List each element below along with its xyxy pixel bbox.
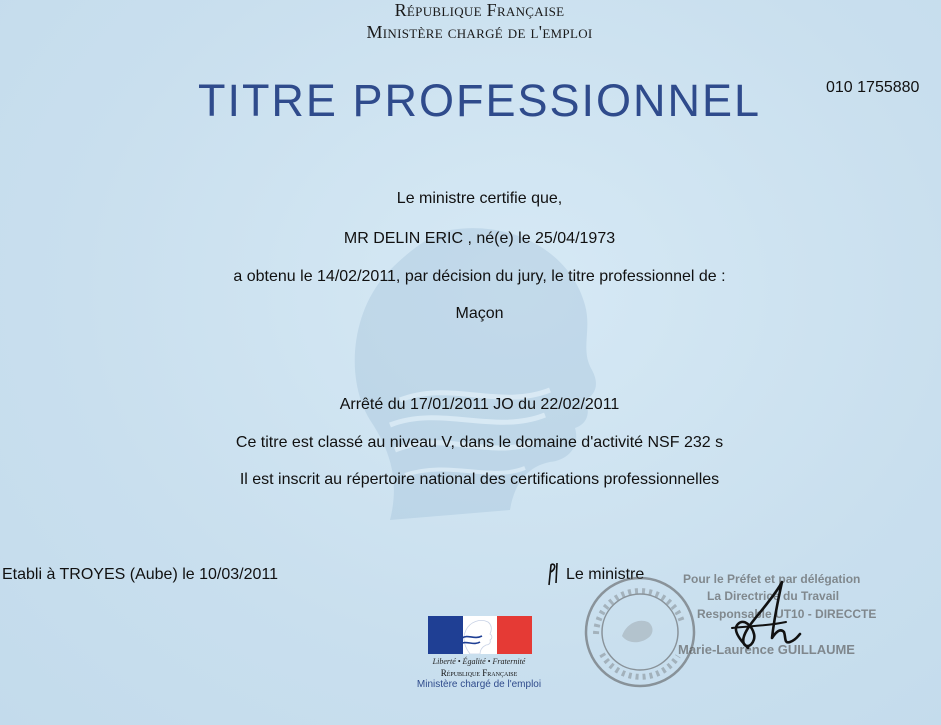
marianne-watermark-icon bbox=[330, 210, 630, 540]
issue-location-date: Etabli à TROYES (Aube) le 10/03/2011 bbox=[2, 566, 279, 583]
obtained-line: a obtenu le 14/02/2011, par décision du jury, le titre professionnel de : bbox=[233, 268, 726, 285]
stamp-line-2: La Directrice du Travail bbox=[707, 589, 840, 603]
handwritten-signature-icon bbox=[718, 570, 808, 660]
holder-line: MR DELIN ERIC , né(e) le 25/04/1973 bbox=[343, 230, 616, 247]
minister-label: Le ministre bbox=[566, 566, 645, 583]
level-line: Ce titre est classé au niveau V, dans le domaine d'activité NSF 232 s bbox=[235, 434, 724, 451]
decree-line: Arrêté du 17/01/2011 JO du 22/02/2011 bbox=[339, 396, 620, 413]
stamp-line-4: Marie-Laurence GUILLAUME bbox=[678, 642, 855, 657]
marianne-logo bbox=[406, 616, 552, 696]
stamp-line-1: Pour le Préfet et par délégation bbox=[683, 572, 861, 586]
certificate-number: 010 1755880 bbox=[826, 79, 920, 96]
profession-name: Maçon bbox=[455, 305, 504, 322]
handwritten-pl-mark-icon bbox=[545, 561, 563, 587]
header-republic: République Française bbox=[394, 0, 565, 20]
registry-line: Il est inscrit au répertoire national des certifications professionnelles bbox=[239, 471, 720, 488]
logo-motto: Liberté • Égalité • Fraternité bbox=[432, 657, 526, 666]
logo-republic: République Française bbox=[440, 668, 518, 678]
document-title: TITRE PROFESSIONNEL bbox=[197, 75, 762, 126]
logo-ministry: Ministère chargé de l'emploi bbox=[416, 679, 542, 690]
tricolor-flag-icon bbox=[428, 616, 532, 654]
header-ministry: Ministère chargé de l'emploi bbox=[366, 22, 593, 42]
certify-line: Le ministre certifie que, bbox=[396, 190, 563, 207]
round-official-stamp-icon bbox=[582, 574, 698, 690]
stamp-line-3: Responsable UT10 - DIRECCTE bbox=[697, 607, 877, 621]
